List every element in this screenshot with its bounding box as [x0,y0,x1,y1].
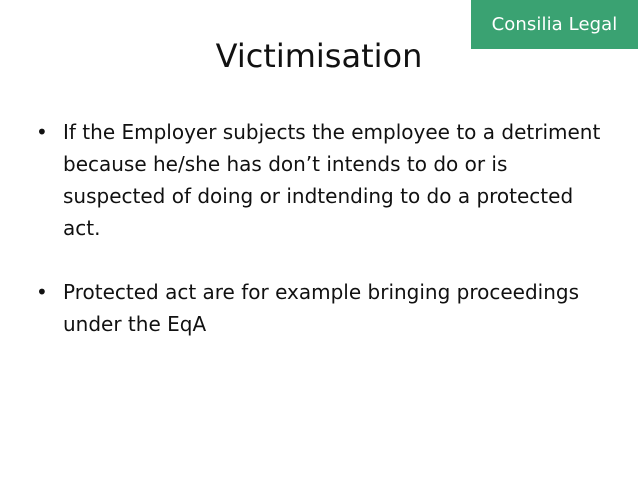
bullet-marker: • [36,280,48,304]
bullet-marker: • [36,120,48,144]
brand-label: Consilia Legal [491,14,618,35]
bullet-text: If the Employer subjects the employee to a detriment because he/she has don’t intends to do or is suspected of doing or indtending to do a protected act. [63,120,601,240]
bullet-item [36,276,608,340]
bullet-item [36,116,608,244]
bullet-text: Protected act are for example bringing proceedings under the EqA [63,280,580,336]
slide-title: Victimisation [215,37,423,75]
bullet-list [36,116,608,372]
